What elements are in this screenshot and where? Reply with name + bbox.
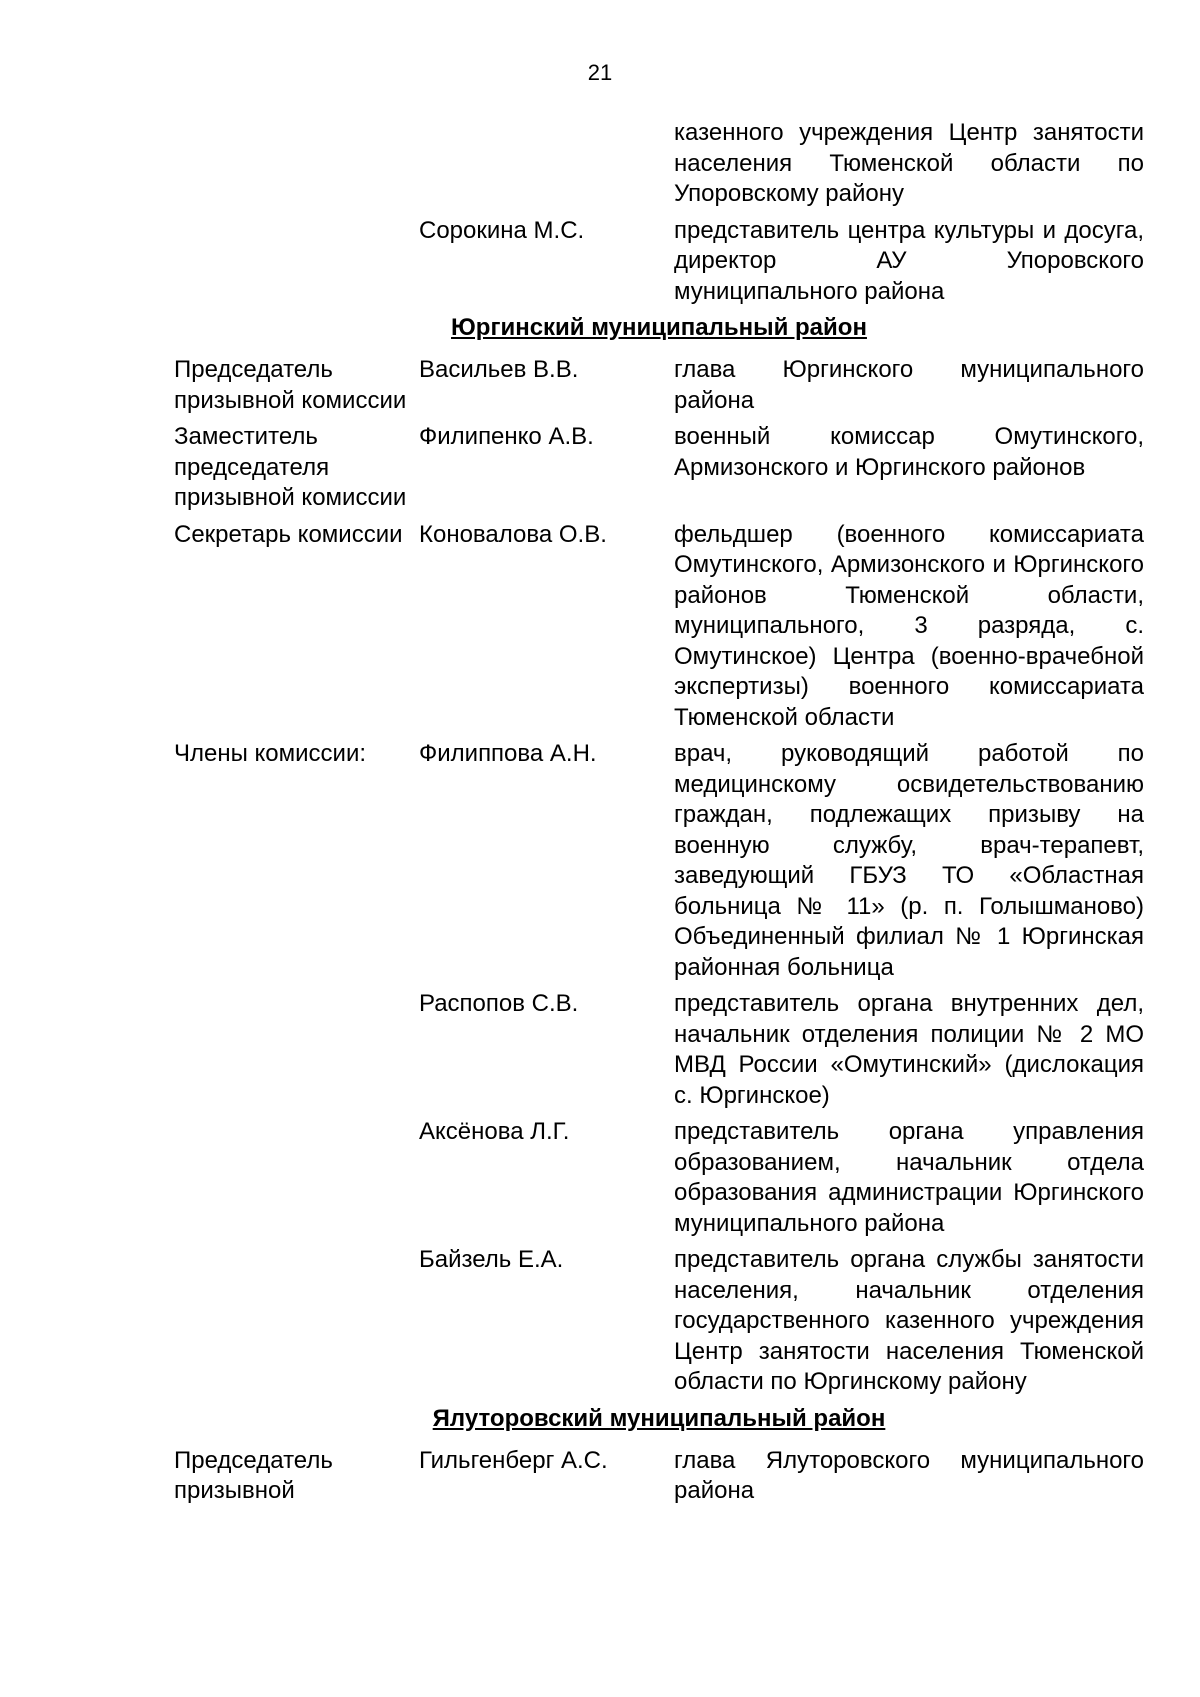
name-cell: Филипенко А.В. xyxy=(419,423,594,450)
name-cell: Аксёнова Л.Г. xyxy=(419,1118,570,1145)
description-cell: представитель центра культуры и досуга, директор АУ Упоровского муниципального района xyxy=(674,216,1144,305)
name-cell: Байзель Е.А. xyxy=(419,1246,564,1273)
list-item xyxy=(174,989,1144,1111)
name-cell: Филиппова А.Н. xyxy=(419,740,597,767)
description-cell: военный комиссар Омутинского, Армизонского и Юргинского районов xyxy=(674,423,1144,481)
list-item xyxy=(174,520,1144,734)
commission-list xyxy=(174,118,1144,1513)
list-item xyxy=(174,1446,1144,1507)
list-item xyxy=(174,739,1144,983)
description-cell: представитель органа внутренних дел, начальник отделения полиции № 2 МО МВД России «Омутинский» (дислокация с. Юргинское) xyxy=(674,990,1144,1109)
page-number: 21 xyxy=(587,60,613,85)
description-cell: представитель органа управления образованием, начальник отдела образования администрации Юргинского муниципального района xyxy=(674,1118,1144,1237)
description-cell: казенного учреждения Центр занятости населения Тюменской области по Упоровскому району xyxy=(674,119,1144,207)
list-item xyxy=(174,1245,1144,1398)
description-cell: фельдшер (военного комиссариата Омутинского, Армизонского и Юргинского районов Тюменской области, муниципального, 3 разряда, с. Омутинское) Центра (военно-врачебной экспертизы) военного комиссариата Тюменской области xyxy=(674,520,1144,731)
role-cell: Председатель призывной xyxy=(174,1446,333,1504)
description-cell: глава Ялуторовского муниципального района xyxy=(674,1446,1144,1504)
name-cell: Гильгенберг А.С. xyxy=(419,1446,608,1474)
role-cell: Члены комиссии: xyxy=(174,740,367,767)
list-item xyxy=(174,422,1144,514)
name-cell: Коновалова О.В. xyxy=(419,520,607,548)
name-cell: Распопов С.В. xyxy=(419,990,579,1017)
name-cell: Сорокина М.С. xyxy=(419,216,585,244)
list-item xyxy=(174,118,1144,210)
list-item xyxy=(174,1117,1144,1239)
name-cell: Васильев В.В. xyxy=(419,356,579,383)
role-cell: Секретарь комиссии xyxy=(174,520,403,548)
section-heading: Юргинский муниципальный район xyxy=(451,314,867,341)
description-cell: врач, руководящий работой по медицинскому освидетельствованию граждан, подлежащих призыву на военную службу, врач-терапевт, заведующий ГБУЗ ТО «Областная больница № 11» (р. п. Голышманово) Объединенный филиал № 1 Юргинская районная больница xyxy=(674,740,1144,981)
section-heading: Ялуторовский муниципальный район xyxy=(432,1404,886,1432)
description-cell: представитель органа службы занятости населения, начальник отделения государственного казенного учреждения Центр занятости населения Тюменской области по Юргинскому району xyxy=(674,1246,1144,1395)
role-cell: Заместитель председателя призывной комиссии xyxy=(174,423,407,511)
list-item xyxy=(174,216,1144,308)
list-item xyxy=(174,355,1144,416)
role-cell: Председатель призывной комиссии xyxy=(174,356,407,414)
description-cell: глава Юргинского муниципального района xyxy=(674,356,1144,414)
